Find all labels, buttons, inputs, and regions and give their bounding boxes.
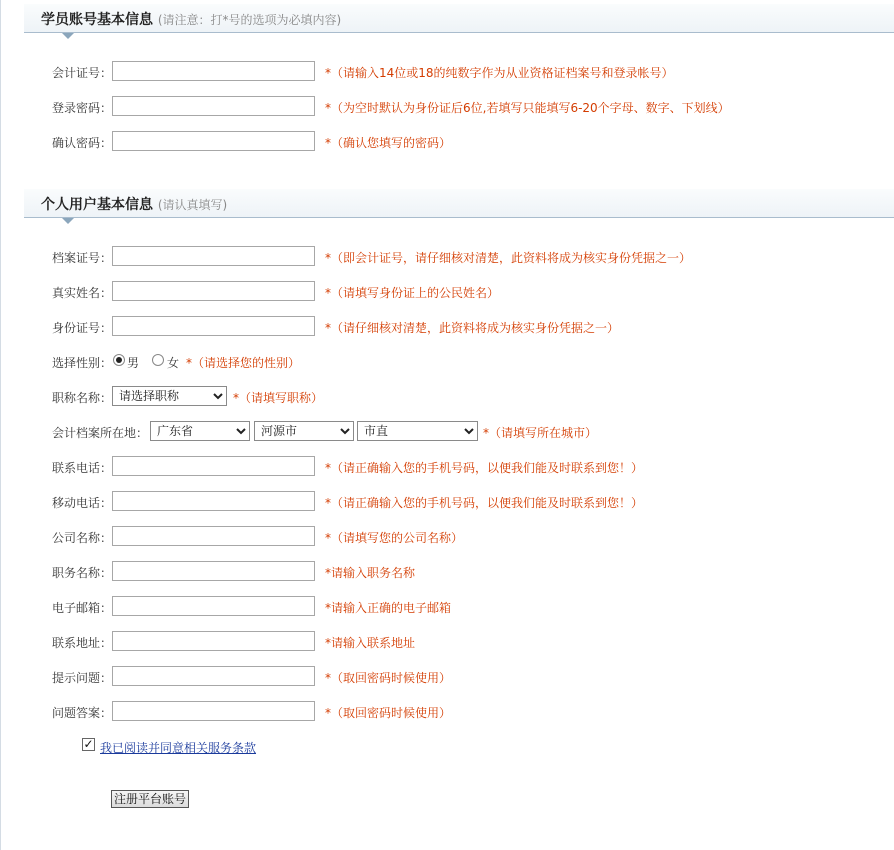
question-note: *（取回密码时候使用） [325, 671, 452, 685]
password-note: *（为空时默认为身份证后6位,若填写只能填写6-20个字母、数字、下划线） [325, 101, 730, 115]
left-border [0, 0, 1, 850]
company-label: 公司名称： [52, 531, 113, 545]
province-select[interactable] [150, 421, 250, 441]
agreement-link[interactable]: 我已阅读并同意相关服务条款 [100, 741, 257, 755]
section-personal-hint: (请认真填写) [157, 198, 228, 212]
archive-number-label: 档案证号： [52, 251, 113, 265]
position-note: *请输入职务名称 [325, 566, 416, 580]
job-title-select[interactable] [112, 386, 227, 406]
password-input[interactable] [112, 96, 315, 116]
confirm-password-input[interactable] [112, 131, 315, 151]
city-select[interactable] [254, 421, 354, 441]
gender-male-label: 男 [127, 356, 140, 370]
gender-female-radio[interactable] [152, 354, 164, 366]
phone-note: *（请正确输入您的手机号码，以便我们能及时联系到您！） [325, 461, 644, 475]
accounting-number-note: *（请输入14位或18的纯数字作为从业资格证档案号和登录帐号） [325, 66, 674, 80]
confirm-password-label: 确认密码： [52, 136, 113, 150]
section-personal-title-text: 个人用户基本信息 [41, 197, 153, 213]
question-label: 提示问题： [52, 671, 113, 685]
id-card-input[interactable] [112, 316, 315, 336]
accounting-number-label: 会计证号： [52, 66, 113, 80]
gender-female-label: 女 [167, 356, 180, 370]
archive-number-input[interactable] [112, 246, 315, 266]
phone-label: 联系电话： [52, 461, 113, 475]
register-button[interactable]: 注册平台账号 [111, 790, 189, 808]
section-pointer-icon [62, 218, 74, 224]
answer-label: 问题答案： [52, 706, 113, 720]
section-account-title-text: 学员账号基本信息 [41, 12, 153, 28]
gender-male-radio[interactable] [113, 354, 125, 366]
section-account-header [24, 4, 894, 33]
address-input[interactable] [112, 631, 315, 651]
email-note: *请输入正确的电子邮箱 [325, 601, 452, 615]
gender-note: *（请选择您的性别） [186, 356, 301, 370]
section-account-hint: (请注意：打*号的选项为必填内容) [157, 13, 342, 27]
archive-location-label: 会计档案所在地： [52, 426, 149, 440]
real-name-label: 真实姓名： [52, 286, 113, 300]
company-note: *（请填写您的公司名称） [325, 531, 464, 545]
mobile-label: 移动电话： [52, 496, 113, 510]
email-input[interactable] [112, 596, 315, 616]
section-personal-header [24, 189, 894, 218]
section-pointer-icon [62, 33, 74, 39]
agreement-checkbox[interactable]: ✓ [83, 737, 94, 751]
mobile-input[interactable] [112, 491, 315, 511]
confirm-password-note: *（确认您填写的密码） [325, 136, 452, 150]
id-card-note: *（请仔细核对清楚，此资料将成为核实身份凭据之一） [325, 321, 620, 335]
accounting-number-input[interactable] [112, 61, 315, 81]
question-input[interactable] [112, 666, 315, 686]
job-title-note: *（请填写职称） [233, 391, 324, 405]
real-name-note: *（请填写身份证上的公民姓名） [325, 286, 500, 300]
address-label: 联系地址： [52, 636, 113, 650]
answer-note: *（取回密码时候使用） [325, 706, 452, 720]
section-personal-title [41, 194, 227, 214]
archive-location-note: *（请填写所在城市） [483, 426, 598, 440]
section-account-title [41, 9, 341, 29]
email-label: 电子邮箱： [52, 601, 113, 615]
district-select[interactable] [357, 421, 478, 441]
company-input[interactable] [112, 526, 315, 546]
password-label: 登录密码： [52, 101, 113, 115]
archive-number-note: *（即会计证号，请仔细核对清楚，此资料将成为核实身份凭据之一） [325, 251, 692, 265]
phone-input[interactable] [112, 456, 315, 476]
mobile-note: *（请正确输入您的手机号码，以便我们能及时联系到您！） [325, 496, 644, 510]
address-note: *请输入联系地址 [325, 636, 416, 650]
job-title-label: 职称名称： [52, 391, 113, 405]
gender-label: 选择性别： [52, 356, 113, 370]
position-label: 职务名称： [52, 566, 113, 580]
answer-input[interactable] [112, 701, 315, 721]
position-input[interactable] [112, 561, 315, 581]
real-name-input[interactable] [112, 281, 315, 301]
id-card-label: 身份证号： [52, 321, 113, 335]
